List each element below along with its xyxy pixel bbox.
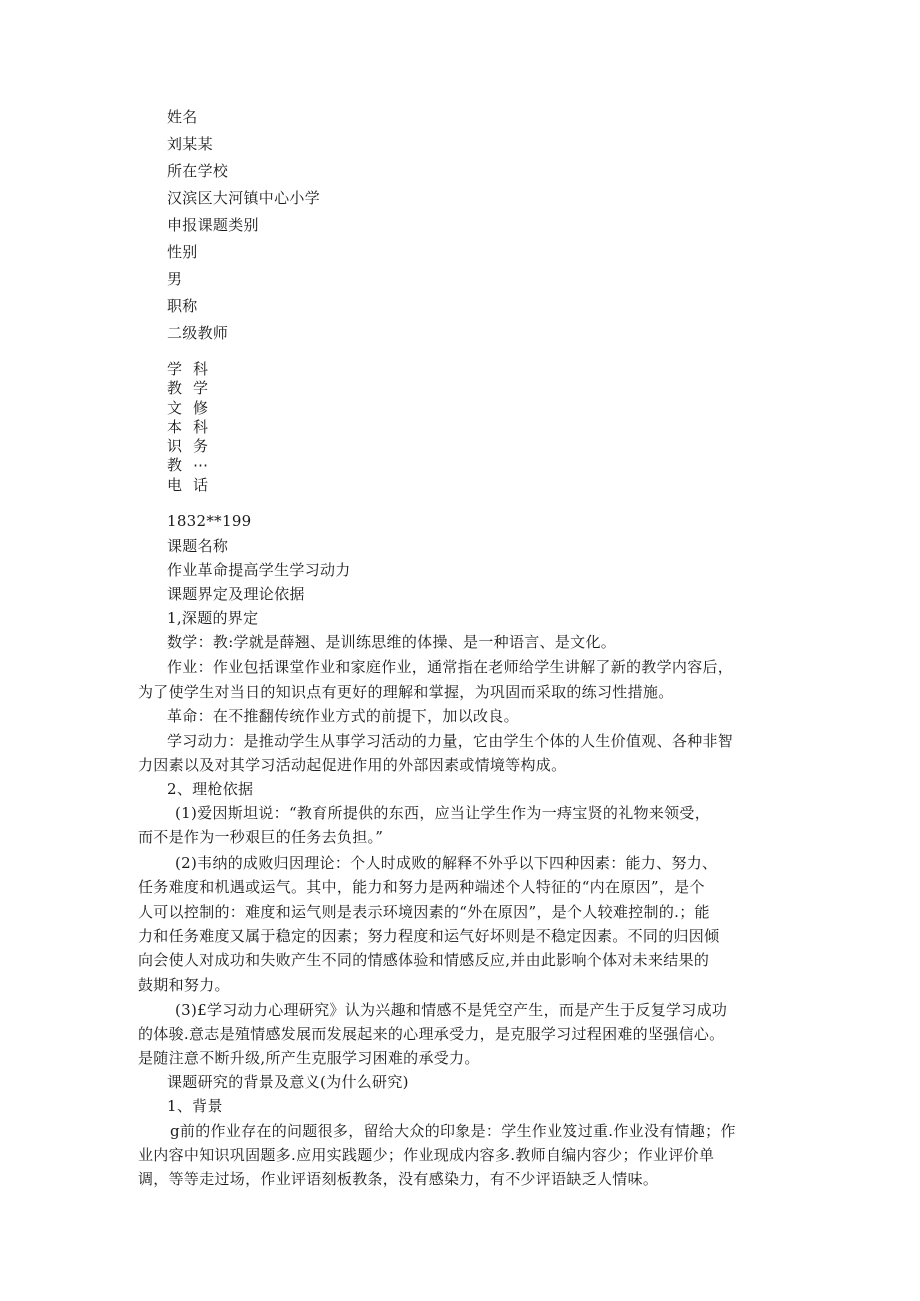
topic-value: 作业革命提高学生学习动力	[167, 561, 351, 579]
name-label: 姓名	[167, 108, 198, 126]
col-left-char: 教	[167, 379, 183, 398]
theory-2-line-5: 向会使人对成功和失败产生不同的情感体验和情感反应,并由此影响个体对未来结果的	[138, 951, 710, 969]
topic-label: 课题名称	[167, 537, 229, 555]
definition-math: 数学：教:学就是薛翘、是训练思维的体操、是一种语言、是文化。	[167, 633, 617, 651]
col-right-char: 学	[193, 379, 209, 398]
gender-label: 性别	[167, 243, 198, 261]
subheading-background: 1、背景	[167, 1097, 223, 1115]
theory-3-line-3: 是随注意不断升级,所产生克服学习困难的承受力。	[138, 1049, 480, 1067]
col-left-char: 教	[167, 456, 183, 475]
definition-revolution: 革命：在不推翻传统作业方式的前提下，加以改良。	[167, 707, 519, 725]
background-line-2: 业内容中知识巩固题多.应用实践题少；作业现成内容多.教师自编内容少；作业评价单	[138, 1146, 715, 1164]
col-right-char: 科	[193, 360, 209, 378]
title-value: 二级教师	[167, 324, 229, 342]
subheading-theory: 2、理枪依据	[167, 780, 254, 798]
definition-motivation-line-2: 力因素以及对其学习活动起促进作用的外部因素或情境等构成。	[138, 756, 567, 774]
definition-motivation-line-1: 学习动力：是推动学生从事学习活动的力量，它由学生个体的人生价值观、各种非智	[167, 732, 734, 750]
col-right-char: 修	[193, 398, 209, 417]
definition-homework-line-2: 为了使学生对当日的知识点有更好的理解和掌握，为巩固而采取的练习性措施。	[138, 683, 674, 701]
gender-value: 男	[167, 270, 183, 288]
theory-1-line-2: 而不是作为一秒艰巨的任务去负担。”	[138, 828, 384, 846]
phone-value: 1832**199	[167, 512, 252, 530]
theory-2-line-3: 人可以控制的：难度和运气则是表示环境因素的“外在原因”，是个人较难控制的.；能	[138, 903, 710, 921]
col-left-char: 电	[167, 475, 183, 494]
col-left-char: 识	[167, 437, 183, 456]
theory-1-line-1: (1)爱因斯坦说：“教育所提供的东西，应当让学生作为一痔宝贤的礼物来领受，	[175, 804, 711, 822]
theory-3-line-1: (3)£学习动力心理研究》认为兴趣和情感不是凭空产生，而是产生于反复学习成功	[175, 1001, 728, 1019]
background-line-3: 调，等等走过场，作业评语刻板教条，没有感染力，有不少评语缺乏人情味。	[138, 1170, 659, 1188]
col-left-char: 学	[167, 360, 183, 378]
school-label: 所在学校	[167, 162, 229, 180]
section-heading-background: 课题研究的背景及意义(为什么研究)	[167, 1073, 409, 1091]
col-left-char: 本	[167, 417, 183, 436]
title-label: 职称	[167, 297, 198, 315]
definition-homework-line-1: 作业：作业包括课堂作业和家庭作业，通常指在老师给学生讲解了新的教学内容后，	[167, 658, 734, 676]
vertical-field-labels	[167, 360, 227, 495]
category-label: 申报课题类别	[167, 216, 259, 234]
col-right-char: 务	[193, 437, 209, 456]
theory-3-line-2: 的体骏.意志是殖情感发展而发展起来的心理承受力，是克服学习过程困难的坚强信心。	[138, 1025, 725, 1043]
background-line-1: g前的作业存在的问题很多，留给大众的印象是：学生作业笈过重.作业没有情趣；作	[170, 1122, 736, 1140]
theory-2-line-4: 力和任务难度又属于稳定的因素；努力程度和运气好坏则是不稳定因素。不同的归因倾	[138, 927, 720, 945]
subheading-definition: 1,深题的界定	[167, 609, 259, 627]
section-heading-definition: 课题界定及理论依据	[167, 585, 305, 603]
school-value: 汉滨区大河镇中心小学	[167, 189, 321, 207]
theory-2-line-2: 任务难度和机遇或运气。其中，能力和努力是两种端述个人特征的“内在原因”，是个	[138, 878, 705, 896]
theory-2-line-1: (2)韦纳的成败归因理论：个人时成败的解释不外乎以下四种因素：能力、努力、	[175, 854, 718, 872]
col-left-char: 文	[167, 398, 183, 417]
theory-2-line-6: 鼓期和努力。	[138, 976, 230, 994]
col-right-char: 话	[193, 475, 209, 494]
col-right-char: 科	[193, 417, 209, 436]
name-value: 刘某某	[167, 135, 213, 153]
col-right-char: ⋯	[193, 456, 208, 475]
